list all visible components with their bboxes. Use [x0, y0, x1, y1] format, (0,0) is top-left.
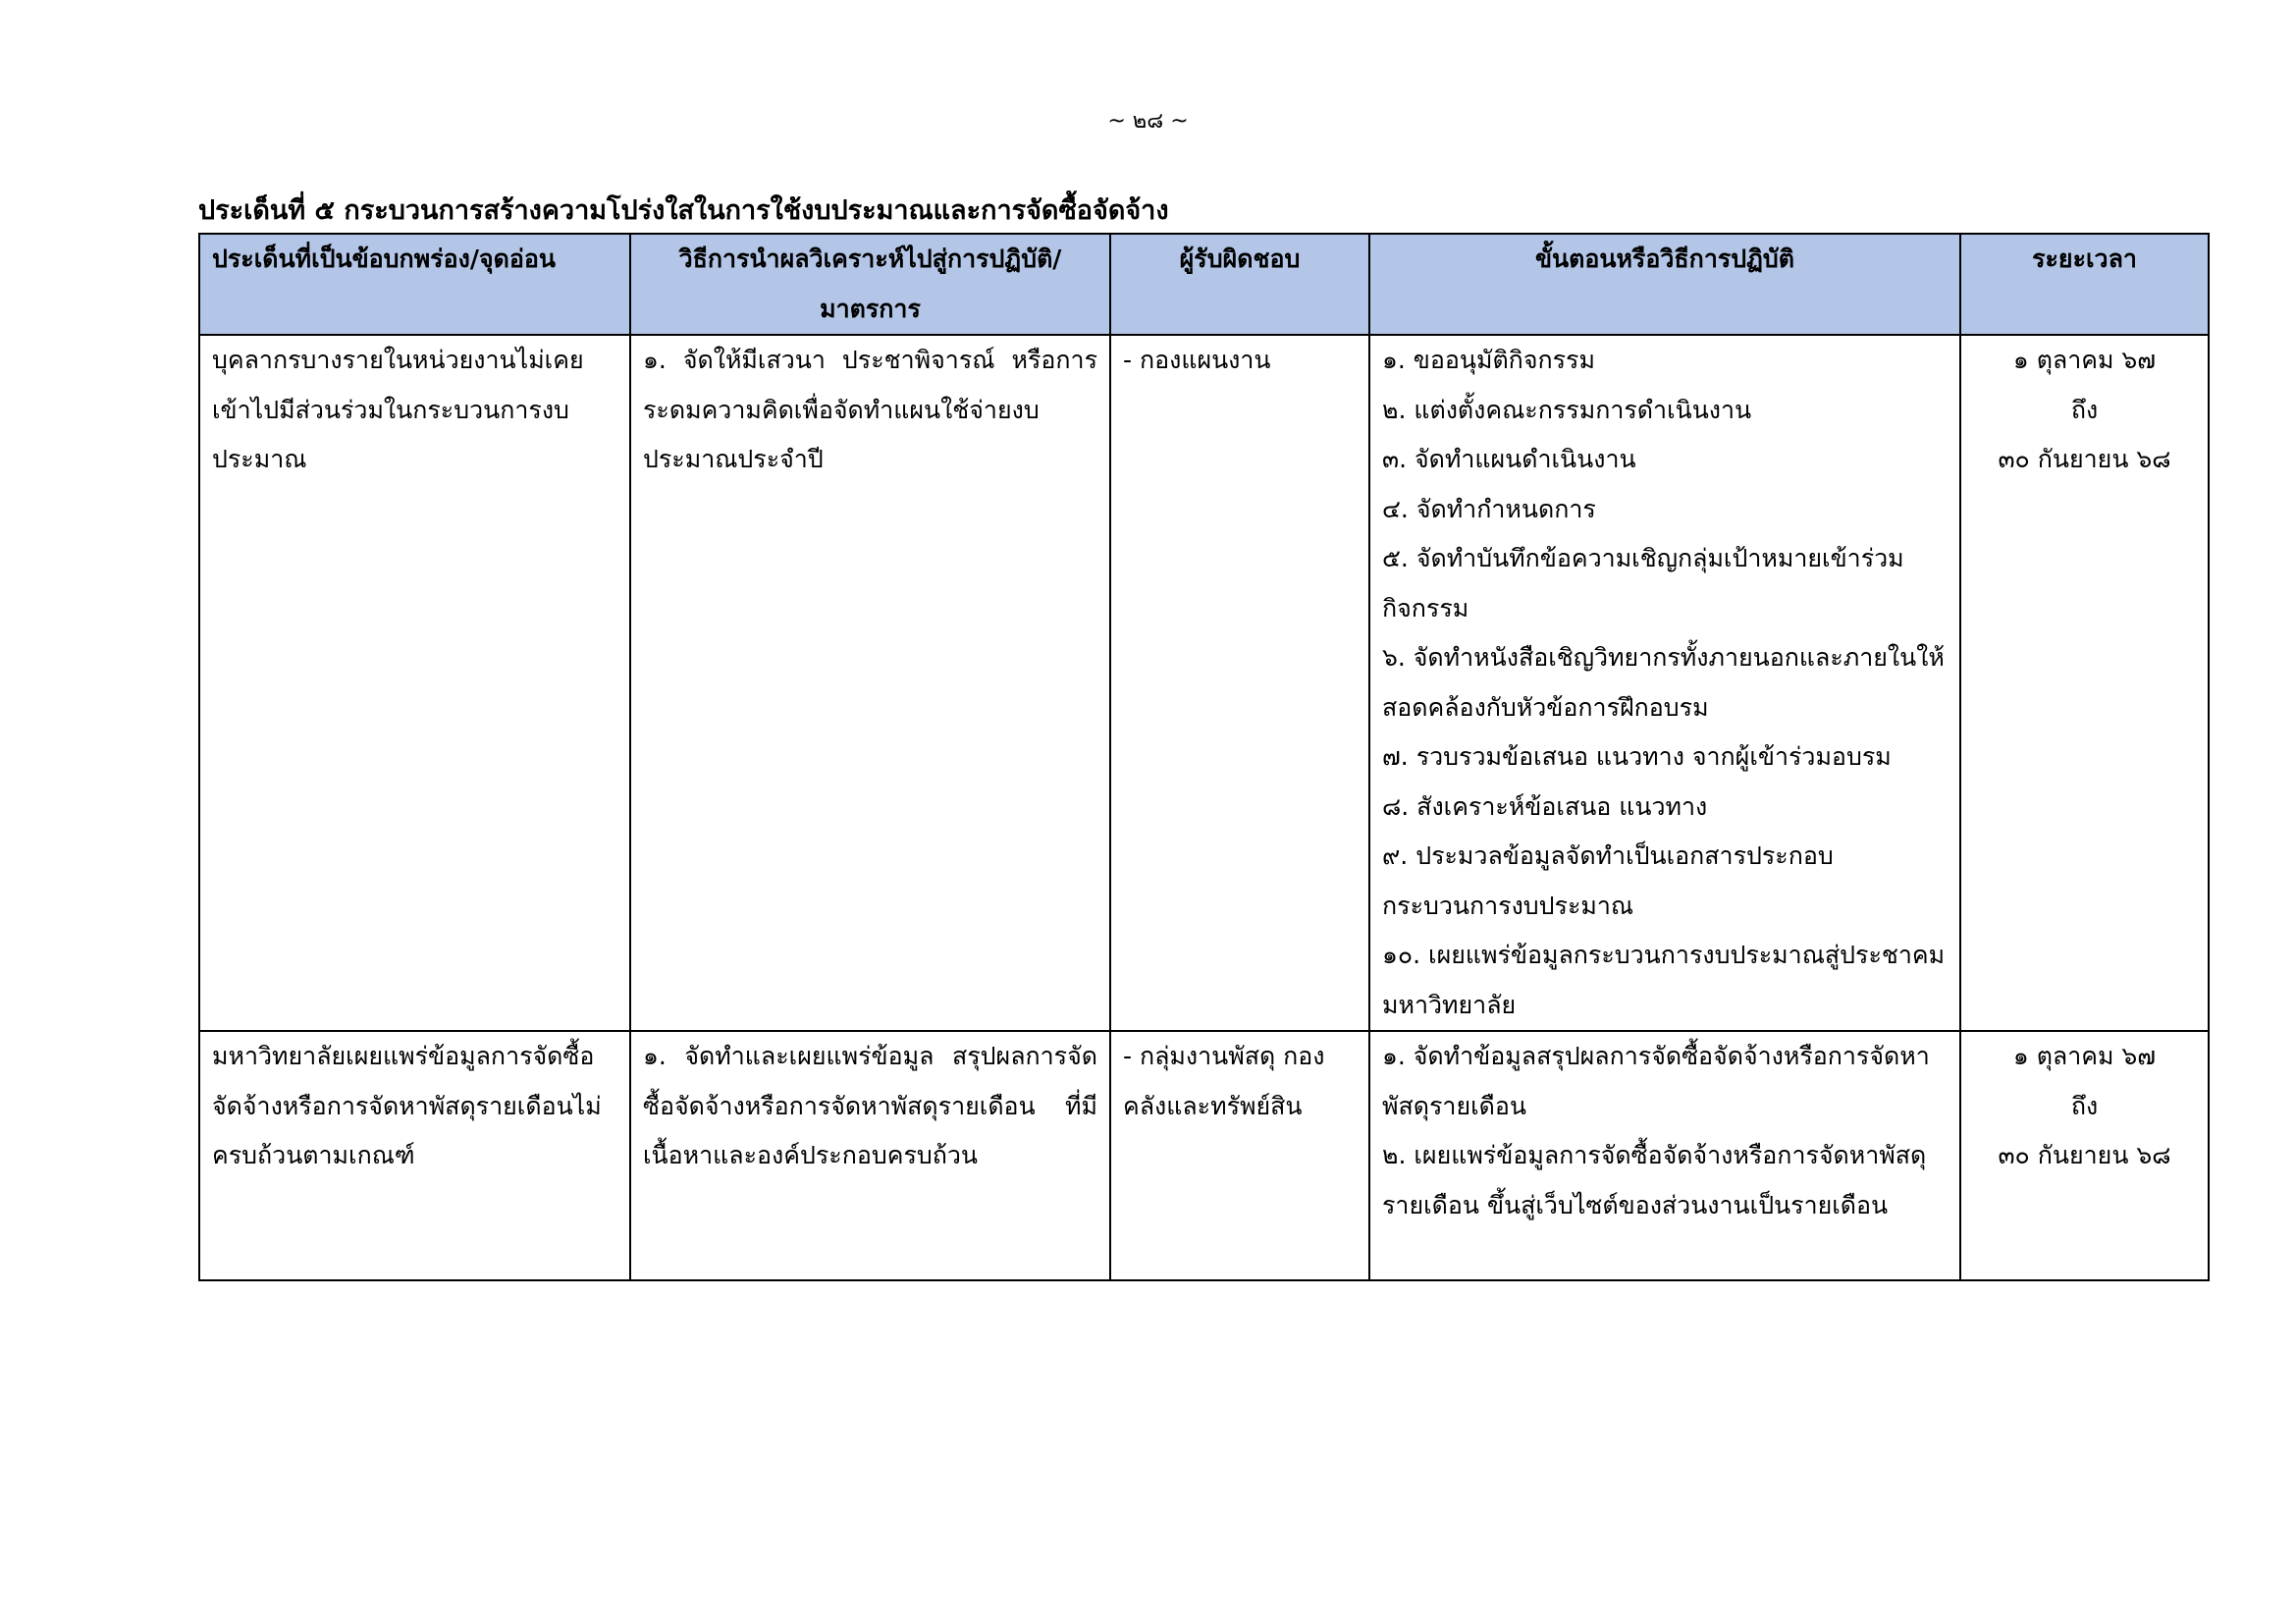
period-start: ๑ ตุลาคม ๖๗ — [2012, 346, 2157, 374]
table-header-row — [199, 234, 2209, 335]
step-item: ๓. จัดทำแผนดำเนินงาน — [1382, 445, 1636, 473]
measure-cell: ๑. จัดให้มีเสวนา ประชาพิจารณ์ หรือการระดมความคิดเพื่อจัดทำแผนใช้จ่ายงบประมาณประจำปี — [630, 335, 1110, 1031]
section-title: ประเด็นที่ ๕ กระบวนการสร้างความโปร่งใสในการใช้งบประมาณและการจัดซื้อจัดจ้าง — [198, 195, 1169, 226]
steps-cell — [1369, 1031, 1960, 1280]
table-row — [199, 1031, 2209, 1280]
header-responsible: ผู้รับผิดชอบ — [1110, 234, 1369, 335]
period-cell — [1960, 1031, 2209, 1280]
step-item: ๕. จัดทำบันทึกข้อความเชิญกลุ่มเป้าหมายเข้าร่วมกิจกรรม — [1382, 544, 1904, 623]
responsible-cell: - กลุ่มงานพัสดุ กองคลังและทรัพย์สิน — [1110, 1031, 1369, 1280]
table-row — [199, 335, 2209, 1031]
header-measure: วิธีการนำผลวิเคราะห์ไปสู่การปฏิบัติ/ มาตรการ — [630, 234, 1110, 335]
period-end: ๓๐ กันยายน ๖๘ — [1998, 445, 2171, 473]
steps-cell — [1369, 335, 1960, 1031]
header-period: ระยะเวลา — [1960, 234, 2209, 335]
period-start: ๑ ตุลาคม ๖๗ — [2012, 1042, 2157, 1070]
period-to: ถึง — [2070, 395, 2099, 424]
period-to: ถึง — [2070, 1091, 2099, 1120]
step-item: ๘. สังเคราะห์ข้อเสนอ แนวทาง — [1382, 791, 1708, 821]
step-item: ๑. จัดทำข้อมูลสรุปผลการจัดซื้อจัดจ้างหรือการจัดหาพัสดุรายเดือน — [1382, 1042, 1930, 1120]
action-plan-table — [198, 233, 2210, 1281]
step-item: ๖. จัดทำหนังสือเชิญวิทยากรทั้งภายนอกและภายในให้สอดคล้องกับหัวข้อการฝึกอบรม — [1382, 643, 1945, 722]
step-item: ๒. เผยแพร่ข้อมูลการจัดซื้อจัดจ้างหรือการจัดหาพัสดุรายเดือน ขึ้นสู่เว็บไซต์ของส่วนงานเป็นรายเดือน — [1382, 1141, 1927, 1219]
step-item: ๒. แต่งตั้งคณะกรรมการดำเนินงาน — [1382, 395, 1752, 424]
step-item: ๑๐. เผยแพร่ข้อมูลกระบวนการงบประมาณสู่ประชาคมมหาวิทยาลัย — [1382, 941, 1946, 1019]
header-steps: ขั้นตอนหรือวิธีการปฏิบัติ — [1369, 234, 1960, 335]
measure-cell: ๑. จัดทำและเผยแพร่ข้อมูล สรุปผลการจัดซื้อจัดจ้างหรือการจัดหาพัสดุรายเดือน ที่มีเนื้อหาและองค์ประกอบครบถ้วน — [630, 1031, 1110, 1280]
step-item: ๔. จัดทำกำหนดการ — [1382, 494, 1596, 523]
step-item: ๗. รวบรวมข้อเสนอ แนวทาง จากผู้เข้าร่วมอบรม — [1382, 742, 1892, 771]
issue-cell: มหาวิทยาลัยเผยแพร่ข้อมูลการจัดซื้อจัดจ้างหรือการจัดหาพัสดุรายเดือนไม่ครบถ้วนตามเกณฑ์ — [199, 1031, 630, 1280]
period-end: ๓๐ กันยายน ๖๘ — [1998, 1141, 2171, 1169]
header-issue: ประเด็นที่เป็นข้อบกพร่อง/จุดอ่อน — [199, 234, 630, 335]
issue-cell: บุคลากรบางรายในหน่วยงานไม่เคยเข้าไปมีส่วนร่วมในกระบวนการงบประมาณ — [199, 335, 630, 1031]
responsible-cell: - กองแผนงาน — [1110, 335, 1369, 1031]
page-number: ~ ๒๘ ~ — [1107, 109, 1189, 134]
step-item: ๙. ประมวลข้อมูลจัดทำเป็นเอกสารประกอบกระบวนการงบประมาณ — [1382, 841, 1834, 920]
step-item: ๑. ขออนุมัติกิจกรรม — [1382, 346, 1595, 374]
period-cell — [1960, 335, 2209, 1031]
